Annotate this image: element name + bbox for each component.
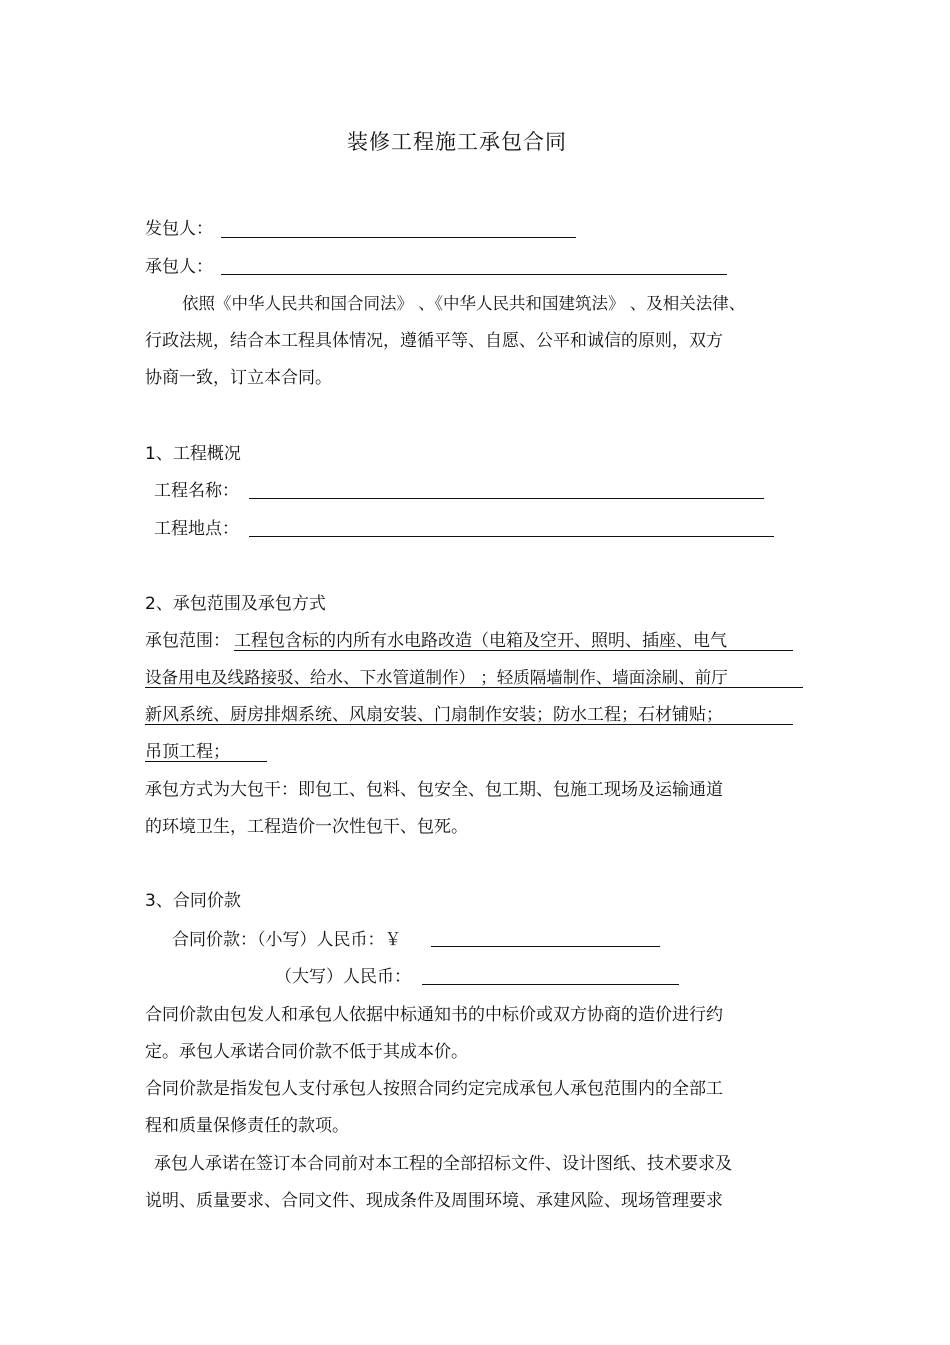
price-para-1-line-2: 定。承包人承诺合同价款不低于其成本价。 — [145, 1042, 468, 1062]
method-line-1: 承包方式为大包干：即包工、包料、包安全、包工期、包施工现场及运输通道 — [145, 780, 723, 800]
document-title: 装修工程施工承包合同 — [347, 130, 567, 154]
section-1-heading: 1、工程概况 — [145, 444, 241, 464]
scope-underline-4 — [145, 761, 267, 762]
preamble-line-3: 协商一致，订立本合同。 — [145, 368, 332, 388]
employer-blank-line — [221, 237, 576, 238]
contractor-blank-line — [221, 274, 727, 275]
price-para-3-line-2: 说明、质量要求、合同文件、现成条件及周围环境、承建风险、现场管理要求 — [145, 1191, 723, 1211]
contractor-label: 承包人： — [145, 257, 213, 277]
price-lower-label: 合同价款：（小写）人民币：￥ — [172, 930, 402, 950]
method-line-2: 的环境卫生，工程造价一次性包干、包死。 — [145, 817, 468, 837]
scope-line-2: 设备用电及线路接驳、给水、下水管道制作） ；轻质隔墙制作、墙面涂刷、前厅 — [145, 668, 728, 687]
project-location-label: 工程地点： — [154, 519, 239, 539]
price-para-2-line-2: 程和质量保修责任的款项。 — [145, 1116, 349, 1136]
scope-underline-1 — [234, 650, 793, 651]
scope-line-3: 新风系统、厨房排烟系统、风扇安装、门扇制作安装；防水工程；石材铺贴； — [145, 705, 723, 725]
price-lower-blank-line — [431, 946, 660, 947]
scope-line-4: 吊顶工程； — [145, 742, 230, 762]
scope-line-1: 工程包含标的内所有水电路改造（电箱及空开、照明、插座、电气 — [234, 631, 727, 651]
scope-underline-3 — [145, 724, 793, 725]
preamble-line-2: 行政法规，结合本工程具体情况，遵循平等、自愿、公平和诚信的原则，双方 — [145, 331, 723, 351]
scope-underline-2 — [145, 687, 803, 688]
price-para-3-line-1: 承包人承诺在签订本合同前对本工程的全部招标文件、设计图纸、技术要求及 — [154, 1154, 732, 1174]
price-upper-label: （大写）人民币： — [275, 967, 411, 987]
employer-label: 发包人： — [145, 219, 213, 239]
preamble-line-1: 依照《中华人民共和国合同法》 、《中华人民共和国建筑法》 、及相关法律、 — [182, 294, 746, 313]
project-name-blank-line — [249, 498, 764, 499]
price-para-1-line-1: 合同价款由包发人和承包人依据中标通知书的中标价或双方协商的造价进行约 — [145, 1005, 723, 1025]
price-upper-blank-line — [422, 984, 679, 985]
price-para-2-line-1: 合同价款是指发包人支付承包人按照合同约定完成承包人承包范围内的全部工 — [145, 1079, 723, 1099]
section-2-heading: 2、承包范围及承包方式 — [145, 594, 326, 614]
scope-label: 承包范围： — [145, 631, 230, 651]
project-name-label: 工程名称： — [154, 481, 239, 501]
section-3-heading: 3、合同价款 — [145, 891, 241, 911]
project-location-blank-line — [249, 536, 774, 537]
